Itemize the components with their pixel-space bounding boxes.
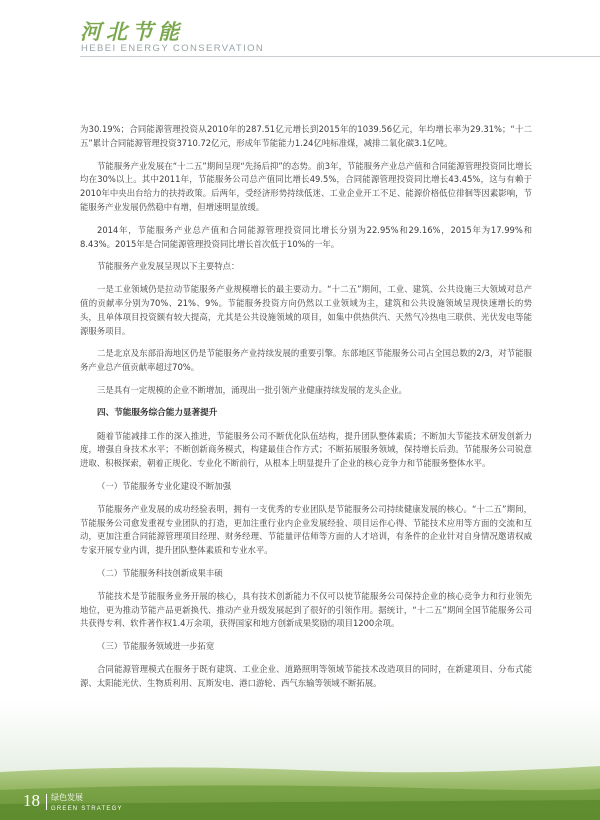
column-name: 绿色发展 — [51, 793, 83, 802]
magazine-logo: 河北节能 — [80, 19, 184, 44]
paragraph: 节能服务产业发展在“十二五”期间呈现“先扬后抑”的态势。前3年，节能服务产业总产值和合同能源管理投资同比增长均在30%以上。其中2011年，节能服务公司总产值同比增长49.5%，合同能源管理投资同比增长43.45%，这与有赖于2010年中央出台给力的扶持政策。后两年，受经济形势持续低迷、工业企业开工不足、能源价格低位徘徊等因素影响，节能服务产业发展仍然稳中有增，但增速明显放缓。 — [80, 160, 532, 212]
page-footer — [0, 786, 600, 820]
page-header — [0, 0, 600, 70]
footer-divider — [46, 794, 47, 810]
column-name-english: GREEN STRATEGY — [51, 806, 123, 812]
subsection-heading: （二）节能服务科技创新成果丰硕 — [97, 567, 223, 578]
paragraph: 合同能源管理模式在服务于既有建筑、工业企业、道路照明等领域节能技术改造项目的同时，在新建项目、分布式能源、太阳能光伏、生物质利用、瓦斯发电、港口游轮、西气东输等领域不断拓展。 — [80, 663, 532, 688]
paragraph: 2014年，节能服务产业总产值和合同能源管理投资同比增长分别为22.95%和29.16%，2015年为17.99%和8.43%。2015年是合同能源管理投资同比增长首次低于10%的一年。 — [80, 224, 532, 249]
paragraph: 三是具有一定规模的企业不断增加，涌现出一批引领产业健康持续发展的龙头企业。 — [97, 384, 407, 395]
paragraph: 随着节能减排工作的深入推进，节能服务公司不断优化队伍结构，提升团队整体素质；不断加大节能技术研发创新力度，增强自身技术水平；不断创新商务模式，构建最佳合作方式；不断拓展服务领域，保持增长后劲。节能服务公司锐意进取、积极探索，朝着正规化、专业化不断前行，从根本上明显提升了企业的核心竞争力和节能服务整体水平。 — [80, 430, 532, 469]
subsection-heading: （一）节能服务专业化建设不断加强 — [97, 480, 231, 491]
header-divider — [80, 56, 600, 57]
paragraph: 节能技术是节能服务业务开展的核心，具有技术创新能力不仅可以使节能服务公司保持企业的核心竞争力和行业领先地位，更为推动节能产品更新换代、推动产业升级发展起到了很好的引领作用。据统计，“十二五”期间全国节能服务公司共获得专利、软件著作权1.4万余项，获得国家和地方创新成果奖励的项目1200余项。 — [80, 590, 532, 629]
section-heading: 四、节能服务综合能力显著提升 — [97, 407, 218, 418]
paragraph: 二是北京及东部沿海地区仍是节能服务产业持续发展的重要引擎。东部地区节能服务公司占全国总数的2/3，对节能服务产业总产值贡献率超过70%。 — [80, 348, 532, 373]
magazine-logo-english: HEBEI ENERGY CONSERVATION — [81, 43, 265, 54]
article-body — [80, 123, 532, 777]
paragraph: 一是工业领域仍是拉动节能服务产业规模增长的最主要动力。“十二五”期间，工业、建筑、公共设施三大领域对总产值的贡献率分别为70%、21%、9%。节能服务投资方向仍然以工业领域为主，建筑和公共设施领域呈现快速增长的势头，且单体项目投资额有较大提高，尤其是公共设施领域的项目，如集中供热供汽、天然气冷热电三联供、光伏发电等能源服务项目。 — [80, 284, 532, 336]
subsection-heading: （三）节能服务领域进一步拓宽 — [97, 641, 215, 652]
paragraph: 为30.19%；合同能源管理投资从2010年的287.51亿元增长到2015年的1039.56亿元，年均增长率为29.31%；“十二五”累计合同能源管理投资3710.72亿元，形成年节能能力1.24亿吨标准煤，减排二氧化碳3.1亿吨。 — [80, 124, 532, 148]
paragraph: 节能服务产业发展的成功经验表明，拥有一支优秀的专业团队是节能服务公司持续健康发展的核心。“十二五”期间，节能服务公司愈发重视专业团队的打造，更加注重行业内企业发展经验、项目运作心得、节能技术应用等方面的交流和互动，更加注重合同能源管理项目经理、财务经理、节能量评估师等方面的人才培训，有条件的企业针对自身情况邀请权威专家开展专业内训，提升团队整体素质和专业水平。 — [80, 503, 532, 556]
page-number: 18 — [23, 791, 40, 810]
paragraph: 节能服务产业发展呈现以下主要特点： — [97, 261, 240, 272]
